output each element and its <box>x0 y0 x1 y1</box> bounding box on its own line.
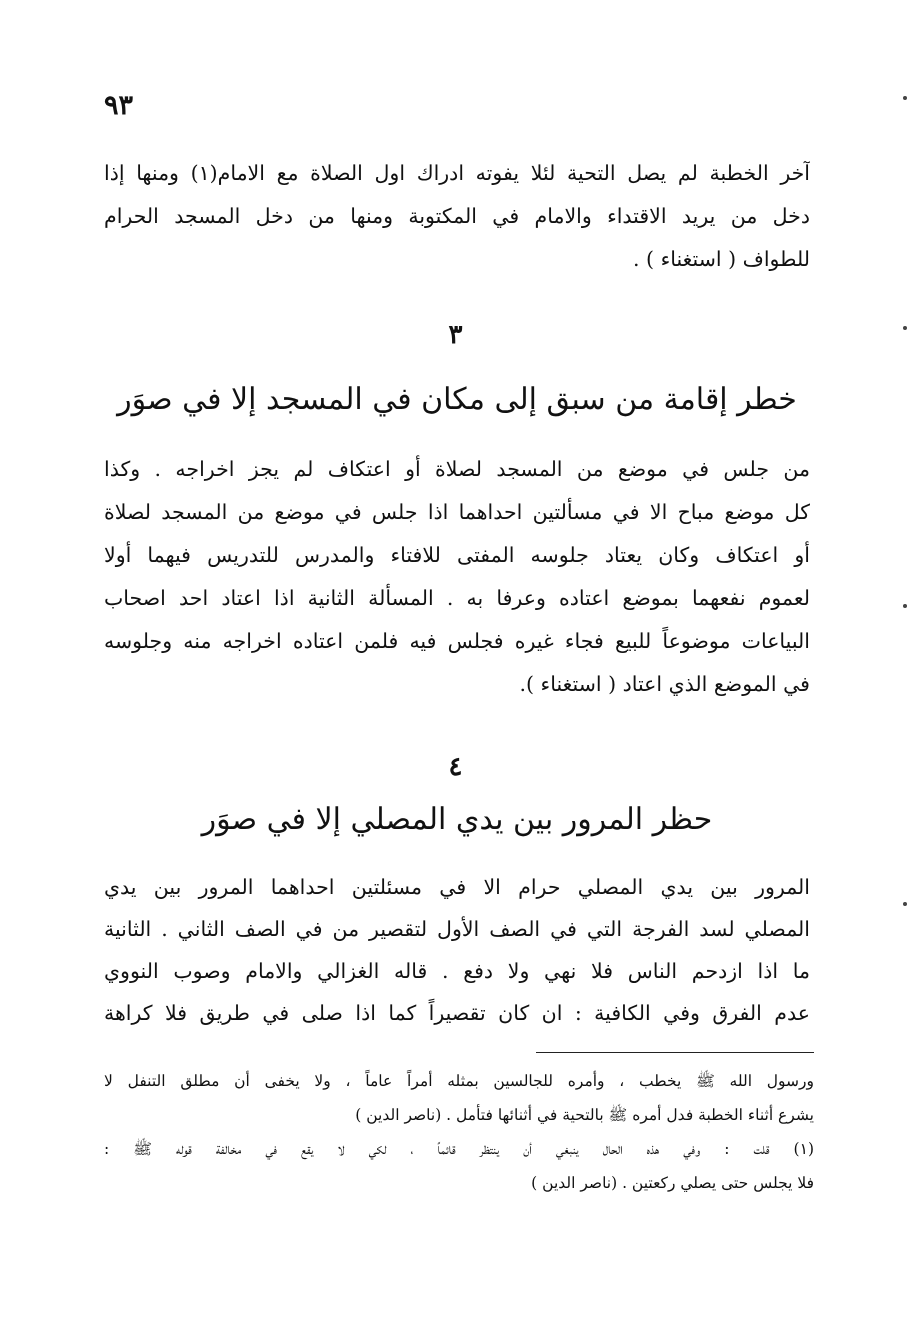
scan-speck <box>903 902 907 906</box>
section-paragraph <box>104 448 810 706</box>
section-paragraph <box>104 866 810 1034</box>
footnote-line: يشرع أثناء الخطبة فدل أمره ﷺ بالتحية في أثنائها فتأمل . (ناصر الدين ) <box>355 1106 814 1124</box>
text-line: المرور بين يدي المصلي حرام الا في مسئلتين احداهما المرور بين يدي <box>104 875 810 899</box>
text-line: ما اذا ازدحم الناس فلا نهي ولا دفع . قاله الغزالي والامام وصوب النووي <box>104 959 810 983</box>
text-line: دخل من يريد الاقتداء والامام في المكتوبة ومنها من دخل المسجد الحرام <box>104 204 810 228</box>
section-heading: خطر إقامة من سبق إلى مكان في المسجد إلا في صوَر <box>117 382 797 417</box>
section-number: ٤ <box>448 752 463 782</box>
section-number: ٣ <box>448 320 463 350</box>
text-line: كل موضع مباح الا في مسألتين احداهما اذا جلس في موضع من المسجد لصلاة <box>104 500 810 524</box>
text-line: للطواف ( استغناء ) . <box>633 247 810 271</box>
text-line: في الموضع الذي اعتاد ( استغناء ). <box>519 672 810 696</box>
footnotes <box>104 1064 814 1200</box>
text-line: لعموم نفعهما بموضع اعتاده وعرفا به . المسألة الثانية اذا اعتاد احد اصحاب <box>104 586 810 610</box>
text-line: من جلس في موضع من المسجد لصلاة أو اعتكاف لم يجز اخراجه . وكذا <box>104 457 810 481</box>
scan-speck <box>903 326 907 330</box>
footnote-line: (١) قلت : وفي هذه الحال ينبغي أن ينتظر قائماً ، لكي لا يقع في مخالفة قوله ﷺ : <box>104 1140 814 1158</box>
footnote-line: فلا يجلس حتى يصلي ركعتين . (ناصر الدين ) <box>531 1174 814 1192</box>
intro-paragraph <box>104 152 810 281</box>
text-line: آخر الخطبة لم يصل التحية لئلا يفوته ادراك اول الصلاة مع الامام(١) ومنها إذا <box>104 161 810 185</box>
footnote-divider <box>536 1052 814 1053</box>
text-line: المصلي لسد الفرجة التي في الصف الأول لتقصير من في الصف الثاني . الثانية <box>104 917 810 941</box>
text-line: أو اعتكاف وكان يعتاد جلوسه المفتى للافتاء والمدرس للتدريس فيهما أولا <box>104 543 810 567</box>
scan-speck <box>903 96 907 100</box>
text-line: البياعات موضوعاً للبيع فجاء غيره فجلس فيه فلمن اعتاده اخراجه منه وجلوسه <box>104 629 810 653</box>
text-line: عدم الفرق وفي الكافية : ان كان تقصيراً كما اذا صلى في طريق فلا كراهة <box>104 1001 810 1025</box>
section-heading: حظر المرور بين يدي المصلي إلا في صوَر <box>201 802 713 837</box>
page-number: ٩٣ <box>104 90 134 121</box>
footnote-line: ورسول الله ﷺ يخطب ، وأمره للجالسين بمثله أمراً عاماً ، ولا يخفى أن مطلق التنفل لا <box>104 1072 814 1090</box>
scan-speck <box>903 604 907 608</box>
